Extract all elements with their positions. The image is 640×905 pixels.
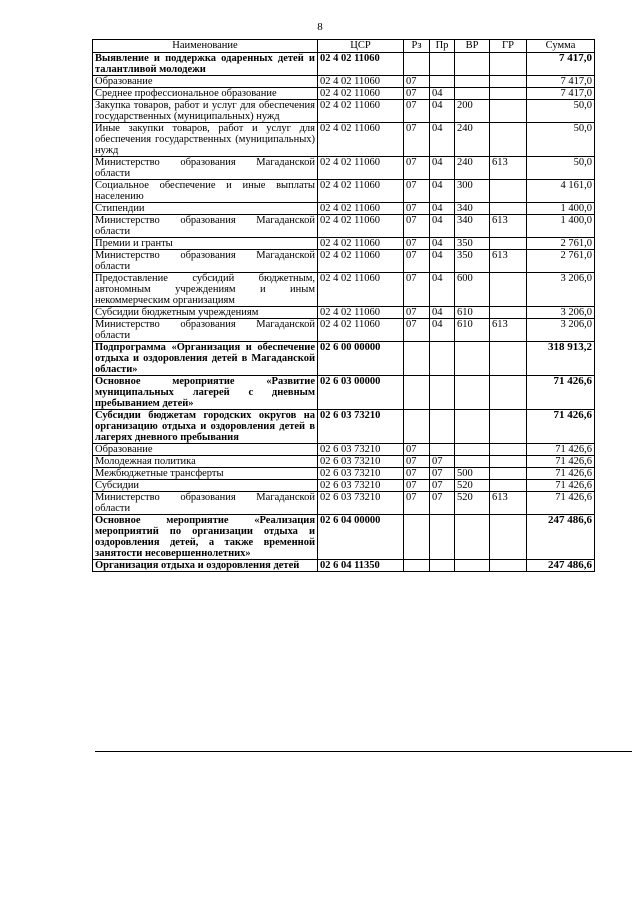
row-gr: 613 bbox=[490, 319, 527, 342]
row-vr: 200 bbox=[455, 100, 490, 123]
bottom-rule bbox=[95, 751, 632, 752]
row-vr: 520 bbox=[455, 492, 490, 515]
row-csr: 02 6 03 00000 bbox=[318, 376, 404, 410]
page-number: 8 bbox=[317, 21, 323, 33]
row-gr bbox=[490, 180, 527, 203]
row-rz bbox=[404, 410, 430, 444]
row-rz: 07 bbox=[404, 100, 430, 123]
row-rz: 07 bbox=[404, 238, 430, 250]
row-gr: 613 bbox=[490, 492, 527, 515]
row-pr: 04 bbox=[430, 215, 455, 238]
table-row bbox=[93, 273, 595, 307]
row-csr: 02 4 02 11060 bbox=[318, 273, 404, 307]
row-vr: 240 bbox=[455, 157, 490, 180]
table-row bbox=[93, 53, 595, 76]
row-csr: 02 4 02 11060 bbox=[318, 238, 404, 250]
row-rz: 07 bbox=[404, 319, 430, 342]
row-vr bbox=[455, 515, 490, 560]
table-row bbox=[93, 88, 595, 100]
table-row bbox=[93, 203, 595, 215]
table-row bbox=[93, 76, 595, 88]
row-rz: 07 bbox=[404, 88, 430, 100]
row-name: Образование bbox=[93, 76, 318, 88]
row-pr: 07 bbox=[430, 492, 455, 515]
row-vr: 300 bbox=[455, 180, 490, 203]
row-rz bbox=[404, 560, 430, 572]
table-row bbox=[93, 342, 595, 376]
row-vr bbox=[455, 76, 490, 88]
row-csr: 02 6 03 73210 bbox=[318, 480, 404, 492]
row-gr bbox=[490, 53, 527, 76]
row-name: Предоставление субсидий бюджетным, автономным учреждениям и иным некоммерческим организациям bbox=[93, 273, 318, 307]
row-gr bbox=[490, 515, 527, 560]
row-gr bbox=[490, 88, 527, 100]
row-gr bbox=[490, 456, 527, 468]
row-sum: 71 426,6 bbox=[527, 492, 595, 515]
row-gr bbox=[490, 376, 527, 410]
row-sum: 3 206,0 bbox=[527, 273, 595, 307]
row-csr: 02 6 03 73210 bbox=[318, 456, 404, 468]
row-csr: 02 6 04 11350 bbox=[318, 560, 404, 572]
table-row bbox=[93, 480, 595, 492]
row-rz: 07 bbox=[404, 307, 430, 319]
row-sum: 3 206,0 bbox=[527, 319, 595, 342]
row-pr: 04 bbox=[430, 88, 455, 100]
row-name: Организация отдыха и оздоровления детей bbox=[93, 560, 318, 572]
row-name: Закупка товаров, работ и услуг для обеспечения государственных (муниципальных) нужд bbox=[93, 100, 318, 123]
row-gr: 613 bbox=[490, 157, 527, 180]
row-csr: 02 6 00 00000 bbox=[318, 342, 404, 376]
row-sum: 2 761,0 bbox=[527, 238, 595, 250]
row-gr bbox=[490, 238, 527, 250]
table-row bbox=[93, 444, 595, 456]
table-row bbox=[93, 410, 595, 444]
row-rz: 07 bbox=[404, 456, 430, 468]
row-name: Основное мероприятие «Развитие муниципальных лагерей с дневным пребыванием детей» bbox=[93, 376, 318, 410]
row-vr bbox=[455, 560, 490, 572]
row-gr bbox=[490, 560, 527, 572]
row-rz: 07 bbox=[404, 180, 430, 203]
row-name: Субсидии bbox=[93, 480, 318, 492]
row-sum: 2 761,0 bbox=[527, 250, 595, 273]
row-pr bbox=[430, 76, 455, 88]
table-row bbox=[93, 376, 595, 410]
row-pr: 04 bbox=[430, 250, 455, 273]
row-name: Среднее профессиональное образование bbox=[93, 88, 318, 100]
row-sum: 1 400,0 bbox=[527, 203, 595, 215]
row-csr: 02 4 02 11060 bbox=[318, 76, 404, 88]
row-rz: 07 bbox=[404, 468, 430, 480]
table-row bbox=[93, 456, 595, 468]
row-csr: 02 4 02 11060 bbox=[318, 123, 404, 157]
row-pr: 04 bbox=[430, 157, 455, 180]
row-csr: 02 6 03 73210 bbox=[318, 492, 404, 515]
row-name: Премии и гранты bbox=[93, 238, 318, 250]
row-csr: 02 4 02 11060 bbox=[318, 307, 404, 319]
row-sum: 71 426,6 bbox=[527, 468, 595, 480]
row-name: Межбюджетные трансферты bbox=[93, 468, 318, 480]
row-name: Молодежная политика bbox=[93, 456, 318, 468]
row-csr: 02 4 02 11060 bbox=[318, 203, 404, 215]
row-sum: 71 426,6 bbox=[527, 456, 595, 468]
row-csr: 02 4 02 11060 bbox=[318, 157, 404, 180]
table-row bbox=[93, 100, 595, 123]
row-pr bbox=[430, 376, 455, 410]
row-sum: 71 426,6 bbox=[527, 410, 595, 444]
row-sum: 318 913,2 bbox=[527, 342, 595, 376]
row-sum: 7 417,0 bbox=[527, 53, 595, 76]
row-gr bbox=[490, 342, 527, 376]
row-gr bbox=[490, 203, 527, 215]
table-row bbox=[93, 468, 595, 480]
row-sum: 3 206,0 bbox=[527, 307, 595, 319]
row-name: Образование bbox=[93, 444, 318, 456]
row-gr bbox=[490, 410, 527, 444]
row-csr: 02 6 03 73210 bbox=[318, 410, 404, 444]
table-row bbox=[93, 492, 595, 515]
row-pr bbox=[430, 53, 455, 76]
row-pr bbox=[430, 444, 455, 456]
row-csr: 02 4 02 11060 bbox=[318, 215, 404, 238]
row-csr: 02 6 04 00000 bbox=[318, 515, 404, 560]
row-rz: 07 bbox=[404, 157, 430, 180]
budget-table bbox=[92, 39, 595, 572]
row-name: Министерство образования Магаданской области bbox=[93, 157, 318, 180]
row-name: Подпрограмма «Организация и обеспечение отдыха и оздоровления детей в Магаданской области» bbox=[93, 342, 318, 376]
row-gr bbox=[490, 123, 527, 157]
header-csr: ЦСР bbox=[318, 40, 404, 53]
row-pr: 04 bbox=[430, 319, 455, 342]
header-rz: Рз bbox=[404, 40, 430, 53]
row-vr: 240 bbox=[455, 123, 490, 157]
row-sum: 247 486,6 bbox=[527, 560, 595, 572]
row-rz: 07 bbox=[404, 203, 430, 215]
row-vr bbox=[455, 376, 490, 410]
row-rz bbox=[404, 515, 430, 560]
row-rz: 07 bbox=[404, 480, 430, 492]
table-row bbox=[93, 157, 595, 180]
row-pr bbox=[430, 410, 455, 444]
row-pr: 04 bbox=[430, 238, 455, 250]
row-vr: 350 bbox=[455, 250, 490, 273]
row-sum: 50,0 bbox=[527, 100, 595, 123]
row-pr bbox=[430, 560, 455, 572]
row-csr: 02 4 02 11060 bbox=[318, 250, 404, 273]
row-sum: 4 161,0 bbox=[527, 180, 595, 203]
row-name: Министерство образования Магаданской области bbox=[93, 492, 318, 515]
row-sum: 1 400,0 bbox=[527, 215, 595, 238]
row-gr bbox=[490, 468, 527, 480]
row-vr bbox=[455, 456, 490, 468]
row-vr: 350 bbox=[455, 238, 490, 250]
row-vr bbox=[455, 410, 490, 444]
row-pr bbox=[430, 342, 455, 376]
row-name: Выявление и поддержка одаренных детей и талантливой молодежи bbox=[93, 53, 318, 76]
row-pr: 07 bbox=[430, 468, 455, 480]
row-pr: 04 bbox=[430, 100, 455, 123]
row-rz bbox=[404, 342, 430, 376]
row-sum: 71 426,6 bbox=[527, 444, 595, 456]
row-name: Субсидии бюджетам городских округов на организацию отдыха и оздоровления детей в лагерях дневного пребывания bbox=[93, 410, 318, 444]
row-name: Стипендии bbox=[93, 203, 318, 215]
row-rz: 07 bbox=[404, 76, 430, 88]
row-sum: 7 417,0 bbox=[527, 88, 595, 100]
table-row bbox=[93, 250, 595, 273]
row-gr bbox=[490, 480, 527, 492]
row-vr bbox=[455, 342, 490, 376]
row-vr bbox=[455, 53, 490, 76]
table-row bbox=[93, 180, 595, 203]
row-gr: 613 bbox=[490, 250, 527, 273]
row-pr: 04 bbox=[430, 180, 455, 203]
table-row bbox=[93, 307, 595, 319]
row-vr bbox=[455, 88, 490, 100]
row-vr: 610 bbox=[455, 319, 490, 342]
row-pr bbox=[430, 515, 455, 560]
row-pr: 07 bbox=[430, 456, 455, 468]
row-rz: 07 bbox=[404, 215, 430, 238]
row-vr: 520 bbox=[455, 480, 490, 492]
header-name: Наименование bbox=[93, 40, 318, 53]
table-row bbox=[93, 238, 595, 250]
row-rz: 07 bbox=[404, 123, 430, 157]
row-sum: 50,0 bbox=[527, 157, 595, 180]
row-sum: 247 486,6 bbox=[527, 515, 595, 560]
table-row bbox=[93, 123, 595, 157]
row-csr: 02 6 03 73210 bbox=[318, 444, 404, 456]
row-vr: 340 bbox=[455, 215, 490, 238]
row-csr: 02 4 02 11060 bbox=[318, 88, 404, 100]
table-row bbox=[93, 319, 595, 342]
row-csr: 02 4 02 11060 bbox=[318, 100, 404, 123]
row-vr: 600 bbox=[455, 273, 490, 307]
row-vr: 340 bbox=[455, 203, 490, 215]
row-sum: 50,0 bbox=[527, 123, 595, 157]
row-rz bbox=[404, 376, 430, 410]
row-sum: 7 417,0 bbox=[527, 76, 595, 88]
row-csr: 02 4 02 11060 bbox=[318, 319, 404, 342]
header-pr: Пр bbox=[430, 40, 455, 53]
row-name: Министерство образования Магаданской области bbox=[93, 215, 318, 238]
row-pr: 04 bbox=[430, 307, 455, 319]
row-pr: 04 bbox=[430, 123, 455, 157]
row-gr bbox=[490, 273, 527, 307]
row-sum: 71 426,6 bbox=[527, 376, 595, 410]
row-name: Министерство образования Магаданской области bbox=[93, 250, 318, 273]
row-pr: 04 bbox=[430, 273, 455, 307]
row-name: Субсидии бюджетным учреждениям bbox=[93, 307, 318, 319]
row-csr: 02 6 03 73210 bbox=[318, 468, 404, 480]
header-vr: ВР bbox=[455, 40, 490, 53]
row-name: Министерство образования Магаданской области bbox=[93, 319, 318, 342]
row-name: Иные закупки товаров, работ и услуг для обеспечения государственных (муниципальных) нужд bbox=[93, 123, 318, 157]
row-vr bbox=[455, 444, 490, 456]
table-row bbox=[93, 560, 595, 572]
row-rz: 07 bbox=[404, 273, 430, 307]
row-csr: 02 4 02 11060 bbox=[318, 53, 404, 76]
row-csr: 02 4 02 11060 bbox=[318, 180, 404, 203]
row-gr bbox=[490, 100, 527, 123]
row-pr: 04 bbox=[430, 203, 455, 215]
row-vr: 610 bbox=[455, 307, 490, 319]
row-gr: 613 bbox=[490, 215, 527, 238]
row-pr: 07 bbox=[430, 480, 455, 492]
row-rz: 07 bbox=[404, 250, 430, 273]
row-gr bbox=[490, 76, 527, 88]
header-gr: ГР bbox=[490, 40, 527, 53]
row-vr: 500 bbox=[455, 468, 490, 480]
row-sum: 71 426,6 bbox=[527, 480, 595, 492]
header-row bbox=[93, 40, 595, 53]
table-row bbox=[93, 215, 595, 238]
header-sum: Сумма bbox=[527, 40, 595, 53]
row-gr bbox=[490, 444, 527, 456]
row-name: Основное мероприятие «Реализация мероприятий по организации отдыха и оздоровления детей, а также временной занятости несовершеннолетних» bbox=[93, 515, 318, 560]
row-name: Социальное обеспечение и иные выплаты населению bbox=[93, 180, 318, 203]
row-rz bbox=[404, 53, 430, 76]
table-row bbox=[93, 515, 595, 560]
row-gr bbox=[490, 307, 527, 319]
row-rz: 07 bbox=[404, 444, 430, 456]
row-rz: 07 bbox=[404, 492, 430, 515]
